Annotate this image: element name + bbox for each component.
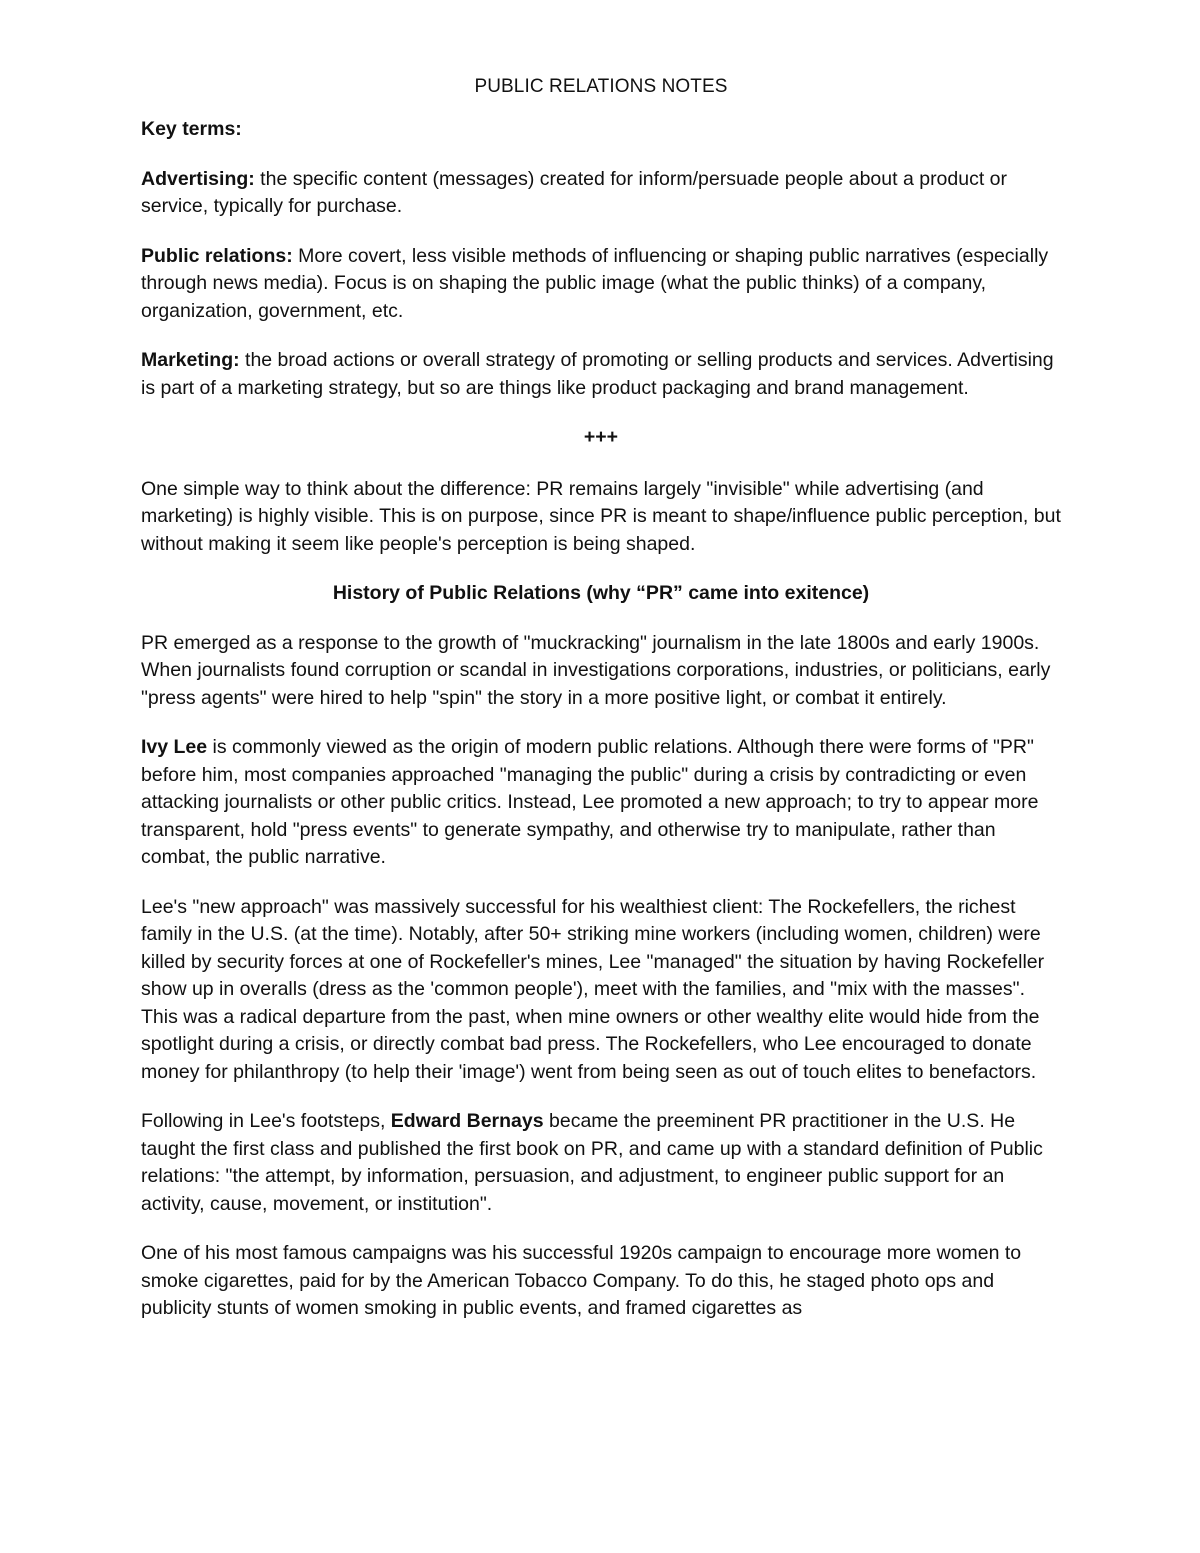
term-advertising [141, 166, 1061, 221]
term-label-advertising: Advertising: [141, 167, 255, 190]
term-definition-public-relations: More covert, less visible methods of influencing or shaping public narratives (especially through news media). Focus is on shaping the public image (what the public thinks) of a company, organization, government, etc. [141, 244, 1049, 322]
term-definition-advertising: the specific content (messages) created for inform/persuade people about a product or service, typically for purchase. [141, 167, 1008, 217]
edward-bernays-name: Edward Bernays [390, 1110, 544, 1132]
document-title: PUBLIC RELATIONS NOTES [474, 76, 728, 97]
term-public-relations [141, 243, 1061, 326]
bernays-text: became the preeminent PR practitioner in the U.S. He taught the first class and published the first book on PR, and came up with a standard definition of Public relations: "the attempt, by information, persuasion, and adjustment, to engineer public support for an activity, cause, movement, or institution". [141, 1110, 1043, 1215]
bernays-paragraph [141, 1108, 1061, 1218]
term-label-marketing: Marketing: [141, 349, 240, 371]
term-marketing [141, 347, 1061, 402]
term-definition-marketing: the broad actions or overall strategy of promoting or selling products and services. Advertising is part of a marketing strategy, but so are things like product packaging and brand management. [141, 349, 1054, 399]
ivy-lee-paragraph [141, 734, 1061, 872]
campaign-paragraph: One of his most famous campaigns was his successful 1920s campaign to encourage more women to smoke cigarettes, paid for by the American Tobacco Company. To do this, he staged photo ops and publicity stunts of women smoking in public events, and framed cigarettes as [141, 1242, 1022, 1319]
history-origin-paragraph: PR emerged as a response to the growth of "muckracking" journalism in the late 1800s and early 1900s. When journalists found corruption or scandal in investigations corporations, industries, or politicians, early "press agents" were hired to help "spin" the story in a more positive light, or combat it entirely. [141, 631, 1051, 709]
rockefeller-paragraph: Lee's "new approach" was massively successful for his wealthiest client: The Rockefellers, the richest family in the U.S. (at the time). Notably, after 50+ striking mine workers (including women, children) were killed by security forces at one of Rockefeller's mines, Lee "managed" the situation by having Rockefeller show up in overalls (dress as the 'common people'), meet with the families, and "mix with the masses". This was a radical departure from the past, when mine owners or other wealthy elite would hide from the spotlight during a crisis, or directly combat bad press. The Rockefellers, who Lee encouraged to donate money for philanthropy (to help their 'image') went from being seen as out of touch elites to benefactors. [141, 895, 1045, 1083]
ivy-lee-name: Ivy Lee [141, 736, 208, 758]
document-content [141, 75, 1061, 1345]
key-terms-heading: Key terms: [141, 118, 242, 140]
difference-paragraph: One simple way to think about the difference: PR remains largely "invisible" while advertising (and marketing) is highly visible. This is on purpose, since PR is meant to shape/influence public perception, but without making it seem like people's perception is being shaped. [141, 477, 1061, 555]
history-heading: History of Public Relations (why “PR” came into exitence) [332, 582, 870, 604]
ivy-lee-text: is commonly viewed as the origin of modern public relations. Although there were forms of "PR" before him, most companies approached "managing the public" during a crisis by contradicting or even attacking journalists or other public critics. Instead, Lee promoted a new approach; to try to appear more transparent, hold "press events" to generate sympathy, and otherwise try to manipulate, rather than combat, the public narrative. [141, 736, 1039, 868]
section-separator: +++ [583, 426, 619, 448]
bernays-intro-text: Following in Lee's footsteps, [141, 1110, 391, 1132]
term-label-public-relations: Public relations: [141, 244, 293, 267]
